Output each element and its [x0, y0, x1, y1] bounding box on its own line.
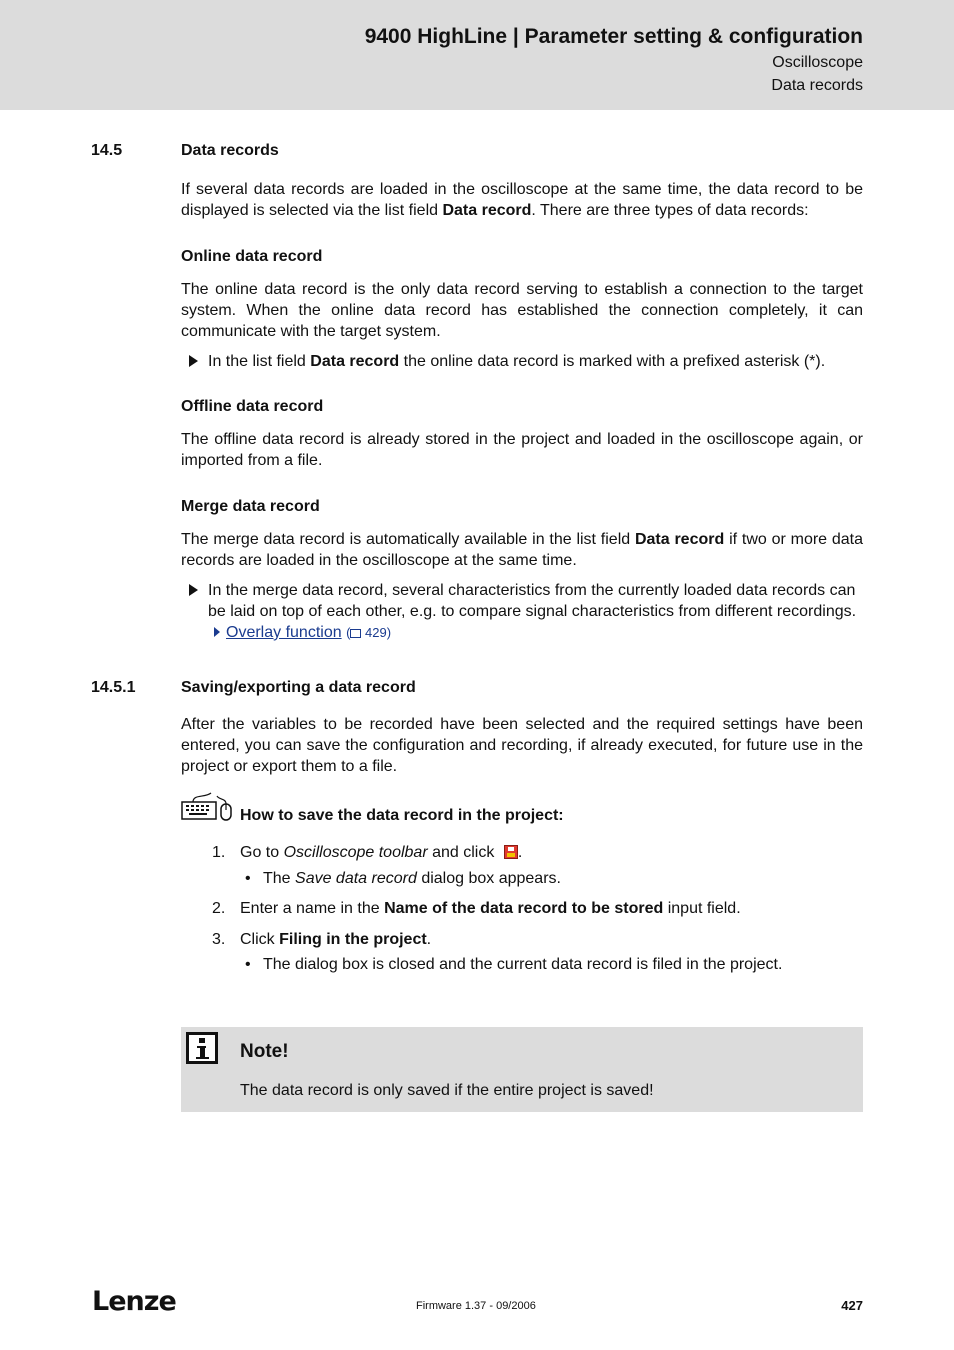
save-icon [504, 845, 518, 859]
section-intro: If several data records are loaded in the oscilloscope at the same time, the data record to be displayed is selected via the list field Data record. There are three types of data records: [181, 181, 863, 219]
online-heading: Online data record [181, 248, 323, 265]
offline-heading: Offline data record [181, 398, 324, 415]
step-3-text: Click Filing in the project. [240, 931, 432, 948]
subsection-text: After the variables to be recorded have been selected and the required settings have been entered, you can save the configuration and recording, if already executed, for future use in the project or export them to a file. [181, 716, 863, 775]
page-reference[interactable]: ( 429) [346, 625, 392, 640]
sub-bullet-dot: • [245, 870, 251, 887]
online-text: The online data record is the only data record serving to establish a connection to the target system. When the online data record has established the connection completely, it can communicate with the target system. [181, 281, 863, 340]
page-header [0, 0, 954, 110]
book-icon [350, 629, 361, 638]
merge-bullet: In the merge data record, several characteristics from the currently loaded data records can be laid on top of each other, e.g. to compare signal characteristics from different recordings.Overlay function ( 429) [208, 582, 857, 641]
merge-text: The merge data record is automatically available in the list field Data record if two or more data records are loaded in the oscilloscope at the same time. [181, 531, 864, 569]
online-bullet: In the list field Data record the online data record is marked with a prefixed asterisk (*). [208, 353, 826, 370]
howto-heading: How to save the data record in the project: [240, 807, 564, 824]
note-title: Note! [240, 1041, 289, 1062]
step-1-text: Go to Oscilloscope toolbar and click . [240, 844, 523, 861]
lenze-logo: Lenze [92, 1286, 176, 1317]
step-number: 2. [212, 900, 226, 917]
step-number: 1. [212, 844, 226, 861]
step-2-text: Enter a name in the Name of the data record to be stored input field. [240, 900, 741, 917]
info-icon [186, 1032, 218, 1064]
keyboard-mouse-icon [181, 792, 233, 822]
bullet-arrow-icon [189, 355, 198, 367]
merge-heading: Merge data record [181, 498, 320, 515]
note-text: The data record is only saved if the entire project is saved! [240, 1082, 654, 1099]
overlay-function-link[interactable]: Overlay function [226, 624, 342, 641]
section-number: 14.5 [91, 142, 123, 159]
sub-bullet-dot: • [245, 956, 251, 973]
firmware-version: Firmware 1.37 - 09/2006 [416, 1300, 536, 1312]
subsection-title: Saving/exporting a data record [181, 679, 416, 696]
bullet-arrow-icon [189, 584, 198, 596]
breadcrumb-section: Data records [771, 77, 863, 94]
step-number: 3. [212, 931, 226, 948]
step-1-result: The Save data record dialog box appears. [263, 870, 561, 887]
page-number: 427 [841, 1298, 863, 1313]
document-title: 9400 HighLine | Parameter setting & configuration [364, 25, 863, 48]
note-box [181, 1027, 863, 1112]
section-title: Data records [181, 142, 279, 159]
link-arrow-icon [214, 627, 220, 637]
offline-text: The offline data record is already stored in the project and loaded in the oscilloscope again, or imported from a file. [181, 431, 863, 469]
step-3-result: The dialog box is closed and the current data record is filed in the project. [263, 956, 783, 973]
breadcrumb-chapter: Oscilloscope [772, 54, 863, 71]
subsection-number: 14.5.1 [91, 679, 136, 696]
